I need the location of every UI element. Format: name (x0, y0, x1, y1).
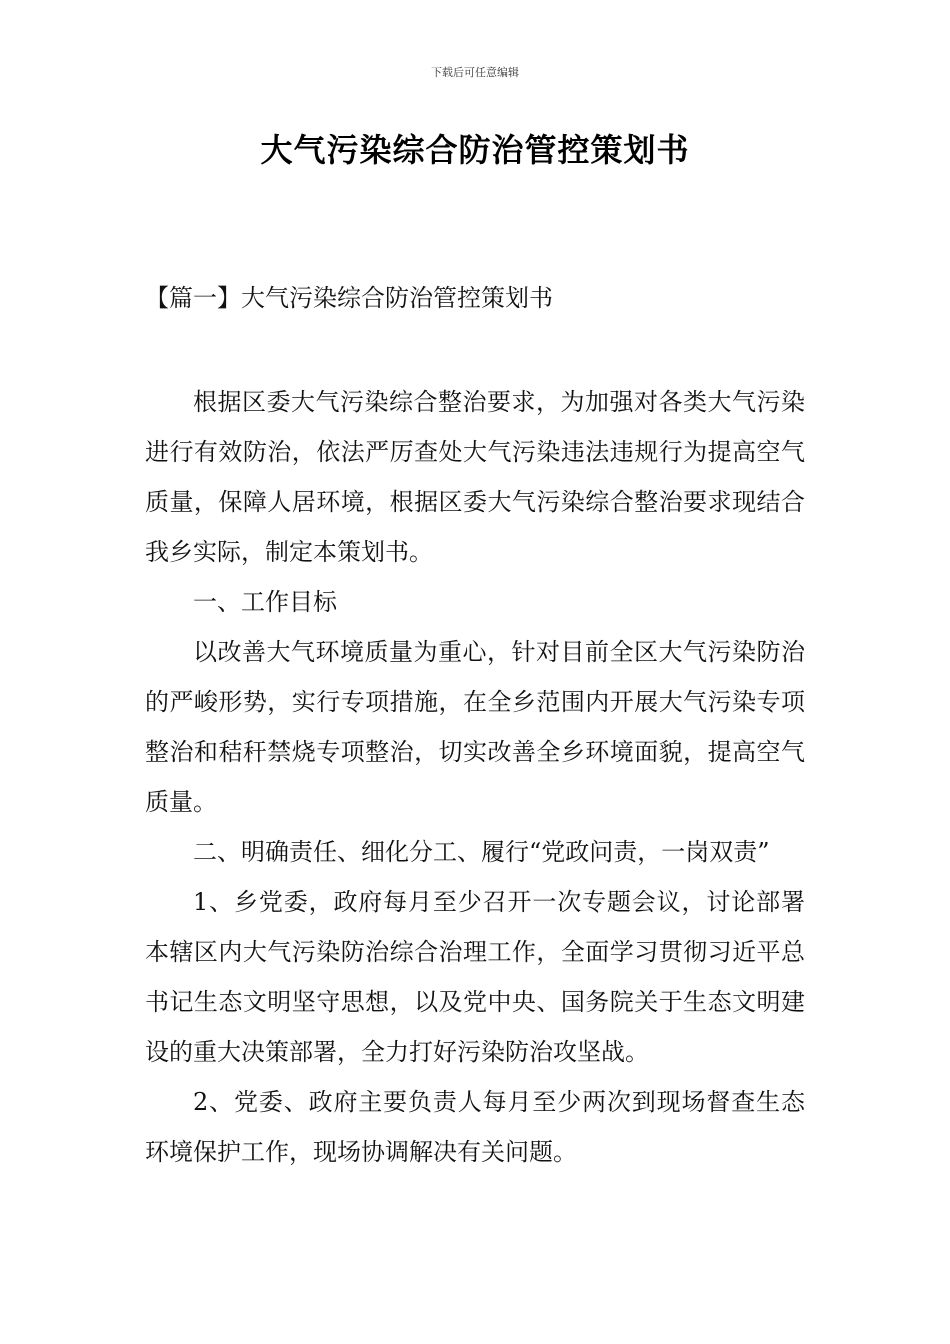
paragraph-goals: 以改善大气环境质量为重心，针对目前全区大气污染防治的严峻形势，实行专项措施，在全乡范围内开展大气污染专项整治和秸秆禁烧专项整治，切实改善全乡环境面貌，提高空气质量。 (145, 638, 805, 816)
section-heading: 【篇一】大气污染综合防治管控策划书 (145, 284, 553, 312)
paragraph-heading-goals: 一、工作目标 (193, 588, 337, 616)
paragraph-intro: 根据区委大气污染综合整治要求，为加强对各类大气污染进行有效防治，依法严厉查处大气污染违法违规行为提高空气质量，保障人居环境，根据区委大气污染综合整治要求现结合我乡实际，制定本策划书。 (145, 388, 805, 566)
paragraph-item-1: 1、乡党委，政府每月至少召开一次专题会议，讨论部署本辖区内大气污染防治综合治理工作，全面学习贯彻习近平总书记生态文明坚守思想，以及党中央、国务院关于生态文明建设的重大决策部署，全力打好污染防治攻坚战。 (145, 888, 805, 1066)
paragraph-item-2: 2、党委、政府主要负责人每月至少两次到现场督查生态环境保护工作，现场协调解决有关问题。 (145, 1088, 805, 1166)
header-note: 下载后可任意编辑 (431, 66, 519, 79)
paragraph-heading-responsibility: 二、明确责任、细化分工、履行“党政问责，一岗双责” (193, 838, 770, 866)
document-title: 大气污染综合防治管控策划书 (260, 131, 690, 169)
document-body (145, 377, 805, 1177)
